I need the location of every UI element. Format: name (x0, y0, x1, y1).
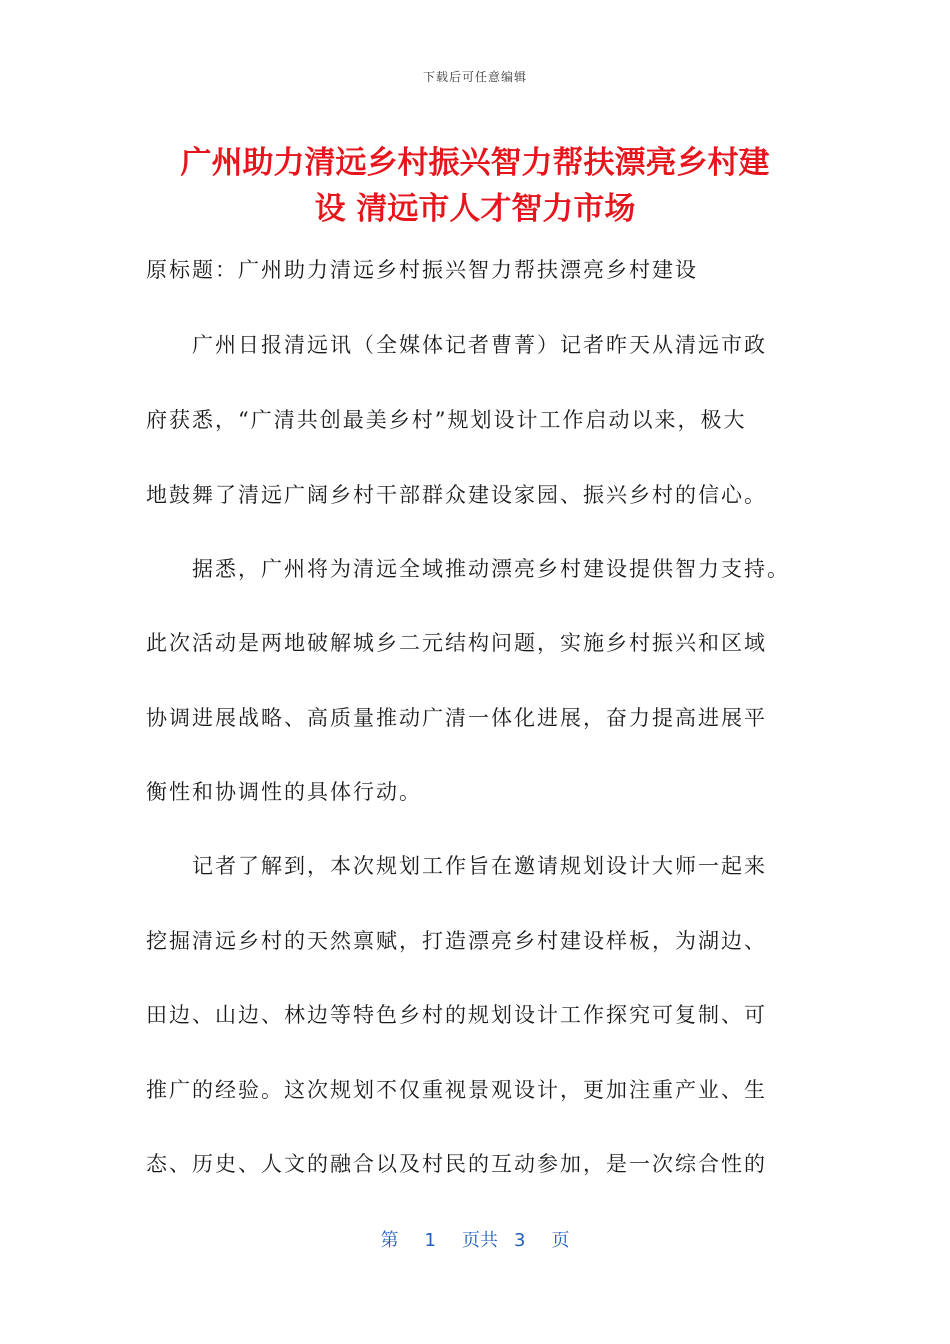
body-line: 府获悉，“广清共创最美乡村”规划设计工作启动以来，极大 (146, 408, 747, 432)
page-number: 1 (424, 1230, 436, 1251)
title-line-2: 设 清远市人才智力市场 (314, 191, 636, 227)
body-line: 地鼓舞了清远广阔乡村干部群众建设家园、振兴乡村的信心。 (146, 483, 767, 507)
page-label-prefix: 第 (380, 1230, 399, 1251)
header-note: 下载后可任意编辑 (422, 70, 527, 84)
body-line: 广州日报清远讯（全媒体记者曹菁）记者昨天从清远市政 (146, 333, 767, 357)
document-title (130, 140, 820, 232)
body-line: 挖掘清远乡村的天然禀赋，打造漂亮乡村建设样板，为湖边、 (146, 929, 767, 953)
body-line: 据悉，广州将为清远全域推动漂亮乡村建设提供智力支持。 (146, 557, 790, 581)
body-line: 态、历史、人文的融合以及村民的互动参加，是一次综合性的 (146, 1152, 767, 1176)
page-footer (0, 1226, 950, 1252)
body-line: 记者了解到，本次规划工作旨在邀请规划设计大师一起来 (146, 854, 767, 878)
body-line: 此次活动是两地破解城乡二元结构问题，实施乡村振兴和区域 (146, 631, 767, 655)
body-line: 原标题：广州助力清远乡村振兴智力帮扶漂亮乡村建设 (146, 258, 698, 282)
page-label-suffix: 页 (551, 1230, 570, 1251)
body-line: 田边、山边、林边等特色乡村的规划设计工作探究可复制、可 (146, 1003, 767, 1027)
title-line-1: 广州助力清远乡村振兴智力帮扶漂亮乡村建 (180, 145, 770, 181)
page-label-middle: 页共 (462, 1230, 498, 1251)
body-line: 推广的经验。这次规划不仅重视景观设计，更加注重产业、生 (146, 1078, 767, 1102)
page-total: 3 (514, 1230, 526, 1251)
body-line: 衡性和协调性的具体行动。 (146, 780, 422, 804)
body-line: 协调进展战略、高质量推动广清一体化进展，奋力提高进展平 (146, 706, 767, 730)
